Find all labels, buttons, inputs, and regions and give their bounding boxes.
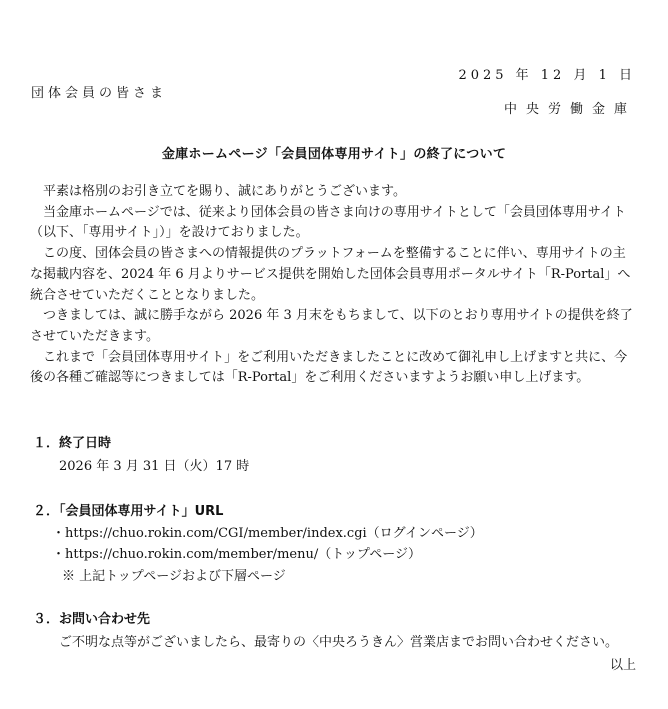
paragraph: この度、団体会員の皆さまへの情報提供のプラットフォームを整備することに伴い、専用サイトの主な掲載内容を、2024 年 6 月よりサービス提供を開始した団体会員専用ポータルサイト「R-Portal」へ統合させていただくこととなりました。 — [30, 246, 631, 303]
end-date-text: 2026 年 3 月 31 日（火）17 時 — [59, 459, 250, 474]
closing-mark: 以上 — [609, 658, 636, 673]
issue-date: 2025 年 12 月 1 日 — [458, 68, 636, 83]
paragraph: これまで「会員団体専用サイト」をご利用いただきましたことに改めて御礼申し上げますと共に、今後の各種ご確認等につきましては「R-Portal」をご利用くださいますようお願い申し上げます。 — [30, 349, 628, 386]
paragraph: つきましては、誠に勝手ながら 2026 年 3 月末をもちまして、以下のとおり専用サイトの提供を終了させていただきます。 — [30, 308, 633, 344]
section-heading-contact: ３．お問い合わせ先 — [33, 612, 151, 627]
section-heading-end-date: １．終了日時 — [33, 436, 112, 451]
sender-name: 中央労働金庫 — [503, 102, 636, 117]
paragraph: 平素は格別のお引き立てを賜り、誠にありがとうございます。 — [43, 184, 406, 199]
url-item-login[interactable]: ・https://chuo.rokin.com/CGI/member/index.cgi（ログインページ） — [52, 526, 483, 541]
url-note: ※ 上記トップページおよび下層ページ — [62, 569, 286, 584]
body-text — [30, 182, 638, 389]
section-heading-url: ２．「会員団体専用サイト」URL — [33, 504, 224, 519]
document-title: 金庫ホームページ「会員団体専用サイト」の終了について — [161, 147, 507, 162]
url-item-top[interactable]: ・https://chuo.rokin.com/member/menu/（トップページ） — [52, 547, 422, 562]
contact-text: ご不明な点等がございましたら、最寄りの〈中央ろうきん〉営業店までお問い合わせください。 — [59, 635, 619, 650]
recipient: 団体会員の皆さま — [31, 86, 168, 101]
paragraph: 当金庫ホームページでは、従来より団体会員の皆さま向けの専用サイトとして「会員団体専用サイト（以下、「専用サイト」）」を設けておりました。 — [30, 204, 626, 241]
